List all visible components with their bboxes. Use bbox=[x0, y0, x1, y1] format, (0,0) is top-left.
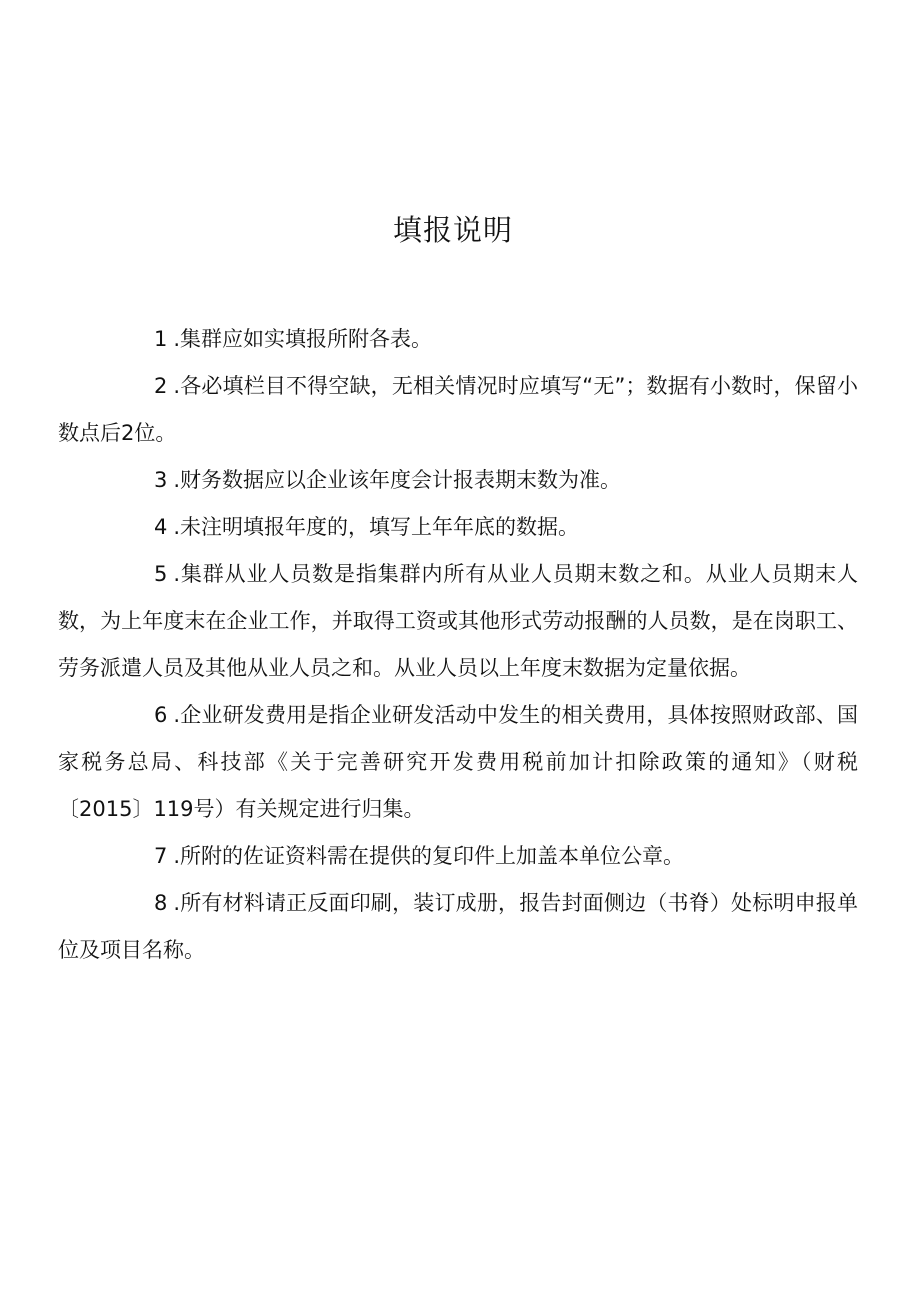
instruction-item-8 bbox=[58, 880, 858, 974]
instruction-item-3 bbox=[58, 457, 858, 504]
item-text: .企业研发费用是指企业研发活动中发生的相关费用，具体按照财政部、国家税务总局、科技部《关于完善研究开发费用税前加计扣除政策的通知》（财税〔2015〕119号）有关规定进行归集。 bbox=[58, 703, 858, 821]
instruction-item-1 bbox=[58, 316, 858, 363]
item-text: .所附的佐证资料需在提供的复印件上加盖本单位公章。 bbox=[173, 844, 685, 868]
item-number: 3 bbox=[154, 468, 168, 492]
item-text: .集群应如实填报所附各表。 bbox=[173, 327, 433, 351]
item-number: 7 bbox=[154, 844, 168, 868]
item-text: .各必填栏目不得空缺，无相关情况时应填写“无”；数据有小数时，保留小数点后2位。 bbox=[58, 374, 858, 445]
instruction-list bbox=[58, 316, 858, 974]
item-number: 8 bbox=[154, 891, 168, 915]
item-number: 4 bbox=[154, 515, 168, 539]
instruction-item-5 bbox=[58, 551, 858, 692]
item-number: 2 bbox=[154, 374, 168, 398]
item-number: 6 bbox=[154, 703, 168, 727]
page-title: 填报说明 bbox=[392, 213, 513, 247]
item-text: .所有材料请正反面印刷，装订成册，报告封面侧边（书脊）处标明申报单位及项目名称。 bbox=[58, 891, 858, 962]
item-number: 1 bbox=[154, 327, 168, 351]
item-text: .集群从业人员数是指集群内所有从业人员期末数之和。从业人员期末人数，为上年度末在企业工作，并取得工资或其他形式劳动报酬的人员数，是在岗职工、劳务派遣人员及其他从业人员之和。从业人员以上年度末数据为定量依据。 bbox=[58, 562, 858, 680]
instruction-item-4 bbox=[58, 504, 858, 551]
item-text: .财务数据应以企业该年度会计报表期末数为准。 bbox=[173, 468, 622, 492]
instruction-item-6 bbox=[58, 692, 858, 833]
instruction-item-7 bbox=[58, 833, 858, 880]
instruction-item-2 bbox=[58, 363, 858, 457]
item-text: .未注明填报年度的，填写上年年底的数据。 bbox=[173, 515, 580, 539]
item-number: 5 bbox=[154, 562, 168, 586]
